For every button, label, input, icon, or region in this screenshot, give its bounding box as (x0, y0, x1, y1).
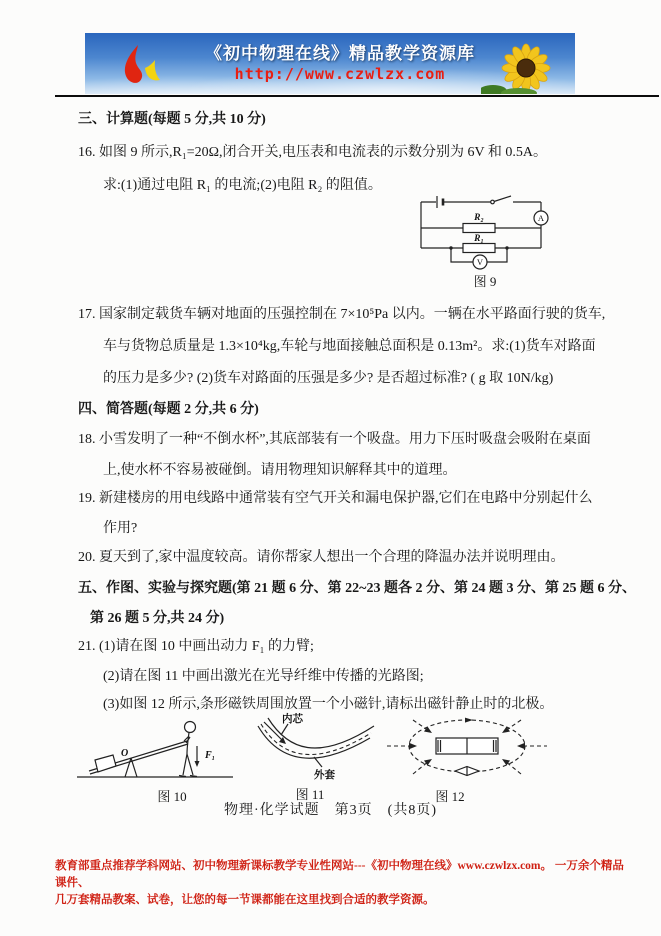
banner-title: 《初中物理在线》精品教学资源库 (205, 44, 475, 63)
banner-divider (55, 95, 659, 97)
force-f1-label: F₁ (205, 750, 216, 761)
magnet-figure-12 (383, 714, 551, 780)
text-line-1: 16. 如图 9 所示,R₁=20Ω,闭合开关,电压表和电流表的示数分别为 6V 和 0.5A。 (78, 145, 547, 160)
promo-footer-line1: 教育部重点推荐学科网站、初中物理新课标教学专业性网站---《初中物理在线》www.czwlzx.com。 一万余个精品课件、 (55, 860, 624, 889)
sunflower-icon (481, 39, 561, 94)
text-line-3: 17. 国家制定载货车辆对地面的压强控制在 7×10⁵Pa 以内。一辆在水平路面行驶的货车, (78, 307, 606, 322)
sheath-label: 外套 (314, 770, 335, 781)
lever-figure-10 (75, 714, 235, 788)
banner-url: http://www.czwlzx.com (234, 65, 446, 83)
text-line-6: 四、简答题(每题 2 分,共 6 分) (78, 402, 259, 417)
promo-footer (55, 858, 625, 909)
text-line-8: 上,使水杯不容易被碰倒。请用物理知识解释其中的道理。 (103, 463, 457, 478)
core-label: 内芯 (282, 714, 303, 725)
text-line-7: 18. 小雪发明了一种“不倒水杯”,其底部装有一个吸盘。用力下压时吸盘会吸附在桌面 (78, 432, 591, 447)
figure10-caption: 图 10 (157, 789, 187, 804)
figure11-caption: 图 11 (295, 787, 325, 802)
text-line-5: 的压力是多少? (2)货车对路面的压强是多少? 是否超过标准? ( g 取 10N/kg) (103, 371, 554, 386)
text-line-9: 19. 新建楼房的用电线路中通常装有空气开关和漏电保护器,它们在电路中分别起什么 (78, 491, 593, 506)
fiber-figure-11 (252, 710, 384, 786)
text-line-2: 求:(1)通过电阻 R₁ 的电流;(2)电阻 R₂ 的阻值。 (103, 178, 382, 193)
text-line-10: 作用? (103, 521, 138, 536)
text-line-4: 车与货物总质量是 1.3×10⁴kg,车轮与地面接触总面积是 0.13m²。求:(1)货车对路面 (103, 339, 596, 354)
site-banner (85, 33, 575, 94)
text-line-13: 第 26 题 5 分,共 24 分) (90, 611, 225, 626)
circuit-figure-9 (413, 194, 553, 270)
text-line-12: 五、作图、实验与探究题(第 21 题 6 分、第 22~23 题各 2 分、第 24 题 3 分、第 25 题 6 分、 (78, 581, 636, 596)
text-line-11: 20. 夏天到了,家中温度较高。请你帮家人想出一个合理的降温办法并说明理由。 (78, 550, 565, 565)
text-line-0: 三、计算题(每题 5 分,共 10 分) (78, 112, 266, 127)
resistor-r1-label: R₁ (474, 234, 484, 244)
voltmeter-label: V (476, 257, 484, 267)
promo-footer-line2: 几万套精品教案、试卷，让您的每一节课都能在这里找到合适的教学资源。 (55, 894, 435, 906)
figure9-caption: 图 9 (473, 274, 497, 289)
text-line-15: (2)请在图 11 中画出激光在光导纤维中传播的光路图; (103, 669, 424, 684)
ammeter-label: A (537, 213, 545, 223)
resistor-r2-label: R₂ (474, 213, 484, 223)
page-number-footer: 物理·化学试题 第3页 (共8页) (224, 803, 437, 818)
figure12-caption: 图 12 (435, 789, 465, 804)
text-line-14: 21. (1)请在图 10 中画出动力 F₁ 的力臂; (78, 639, 314, 654)
fulcrum-label: O (121, 748, 129, 759)
text-line-16: (3)如图 12 所示,条形磁铁周围放置一个小磁针,请标出磁针静止时的北极。 (103, 697, 554, 712)
